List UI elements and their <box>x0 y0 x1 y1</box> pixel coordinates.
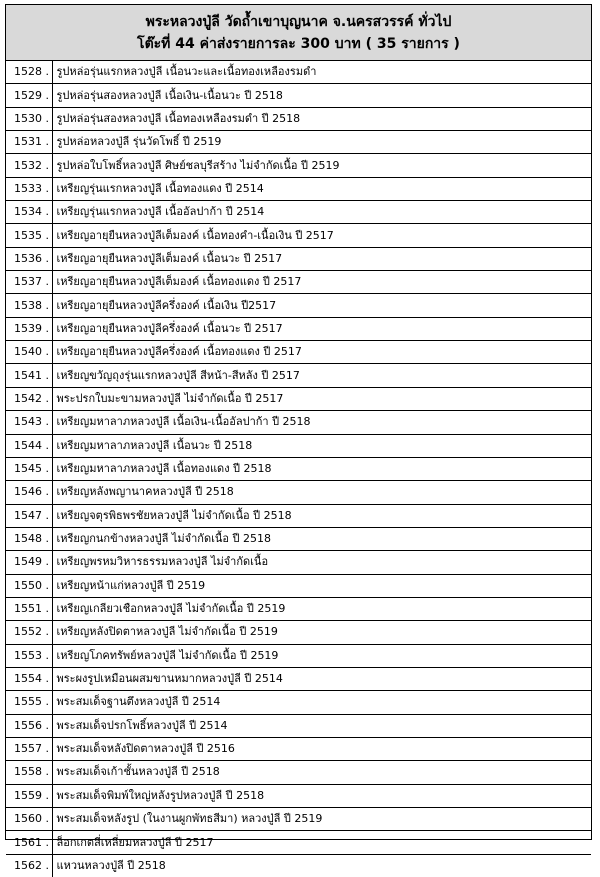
item-number: 1529 . <box>6 84 52 107</box>
item-number: 1534 . <box>6 201 52 224</box>
item-description: เหรียญอายุยืนหลวงปู่ลีครึ่งองค์ เนื้อนวะ ปี 2517 <box>52 317 591 340</box>
table-row <box>6 667 591 690</box>
item-number: 1543 . <box>6 411 52 434</box>
table-row <box>6 714 591 737</box>
table-row <box>6 411 591 434</box>
item-description: เหรียญมหาลาภหลวงปู่ลี เนื้อนวะ ปี 2518 <box>52 434 591 457</box>
table-row <box>6 504 591 527</box>
table-row <box>6 597 591 620</box>
catalog-sheet <box>5 4 592 872</box>
table-row <box>6 551 591 574</box>
item-number: 1532 . <box>6 154 52 177</box>
item-number: 1528 . <box>6 61 52 84</box>
table-row <box>6 224 591 247</box>
table-row <box>6 341 591 364</box>
item-description: เหรียญมหาลาภหลวงปู่ลี เนื้อทองแดง ปี 2518 <box>52 457 591 480</box>
table-row <box>6 831 591 854</box>
item-number: 1540 . <box>6 341 52 364</box>
table-row <box>6 387 591 410</box>
item-number: 1556 . <box>6 714 52 737</box>
item-description: พระสมเด็จหลังปิดตาหลวงปู่ลี ปี 2516 <box>52 737 591 760</box>
item-number: 1538 . <box>6 294 52 317</box>
item-number: 1555 . <box>6 691 52 714</box>
item-description: เหรียญอายุยืนหลวงปู่ลีเต็มองค์ เนื้อนวะ ปี 2517 <box>52 247 591 270</box>
item-number: 1544 . <box>6 434 52 457</box>
table-row <box>6 784 591 807</box>
item-number: 1553 . <box>6 644 52 667</box>
table-row <box>6 177 591 200</box>
item-description: เหรียญรุ่นแรกหลวงปู่ลี เนื้ออัลปาก้า ปี 2514 <box>52 201 591 224</box>
item-number: 1557 . <box>6 737 52 760</box>
table-row <box>6 84 591 107</box>
item-number: 1542 . <box>6 387 52 410</box>
item-number: 1561 . <box>6 831 52 854</box>
item-number: 1536 . <box>6 247 52 270</box>
table-row <box>6 527 591 550</box>
item-number: 1537 . <box>6 271 52 294</box>
table-row <box>6 644 591 667</box>
item-description: ล็อกเกตสี่เหลี่ยมหลวงปู่ลี ปี 2517 <box>52 831 591 854</box>
table-row <box>6 621 591 644</box>
item-number: 1562 . <box>6 854 52 877</box>
item-description: เหรียญอายุยืนหลวงปู่ลีครึ่งองค์ เนื้อเงิน ปี2517 <box>52 294 591 317</box>
item-description: เหรียญขวัญถุงรุ่นแรกหลวงปู่ลี สีหน้า-สีหลัง ปี 2517 <box>52 364 591 387</box>
table-row <box>6 364 591 387</box>
table-row <box>6 854 591 877</box>
table-row <box>6 317 591 340</box>
item-number: 1551 . <box>6 597 52 620</box>
item-number: 1560 . <box>6 808 52 831</box>
catalog-title: พระหลวงปู่ลี วัดถ้ำเขาบุญนาค จ.นครสวรรค์ ทั่วไป <box>145 14 452 30</box>
item-description: รูปหล่อรุ่นสองหลวงปู่ลี เนื้อทองเหลืองรมดำ ปี 2518 <box>52 107 591 130</box>
item-number: 1550 . <box>6 574 52 597</box>
item-description: รูปหล่อรุ่นแรกหลวงปู่ลี เนื้อนวะและเนื้อทองเหลืองรมดำ <box>52 61 591 84</box>
table-row <box>6 201 591 224</box>
item-number: 1552 . <box>6 621 52 644</box>
item-number: 1548 . <box>6 527 52 550</box>
table-row <box>6 574 591 597</box>
item-description: รูปหล่อรุ่นสองหลวงปู่ลี เนื้อเงิน-เนื้อนวะ ปี 2518 <box>52 84 591 107</box>
item-number: 1541 . <box>6 364 52 387</box>
table-row <box>6 691 591 714</box>
item-number: 1546 . <box>6 481 52 504</box>
item-number: 1559 . <box>6 784 52 807</box>
table-row <box>6 107 591 130</box>
item-description: เหรียญอายุยืนหลวงปู่ลีเต็มองค์ เนื้อทองแดง ปี 2517 <box>52 271 591 294</box>
table-row <box>6 761 591 784</box>
catalog-subtitle: โต๊ะที่ 44 ค่าส่งรายการละ 300 บาท ( 35 รายการ ) <box>137 36 460 52</box>
item-description: เหรียญหน้าแก่หลวงปู่ลี ปี 2519 <box>52 574 591 597</box>
item-description: พระสมเด็จพิมพ์ใหญ่หลังรูปหลวงปู่ลี ปี 2518 <box>52 784 591 807</box>
item-description: เหรียญกนกข้างหลวงปู่ลี ไม่จำกัดเนื้อ ปี 2518 <box>52 527 591 550</box>
table-row <box>6 61 591 84</box>
item-description: พระสมเด็จหลังรูป (ในงานผูกพัทธสีมา) หลวงปู่ลี ปี 2519 <box>52 808 591 831</box>
item-description: เหรียญหลังพญานาคหลวงปู่ลี ปี 2518 <box>52 481 591 504</box>
catalog-header <box>6 5 591 61</box>
item-description: แหวนหลวงปู่ลี ปี 2518 <box>56 858 166 872</box>
item-number: 1549 . <box>6 551 52 574</box>
item-number: 1535 . <box>6 224 52 247</box>
item-description: รูปหล่อหลวงปู่ลี รุ่นวัดโพธิ์ ปี 2519 <box>52 131 591 154</box>
item-description: เหรียญเกลียวเชือกหลวงปู่ลี ไม่จำกัดเนื้อ ปี 2519 <box>52 597 591 620</box>
item-description: พระสมเด็จเก้าชั้นหลวงปู่ลี ปี 2518 <box>52 761 591 784</box>
table-row <box>6 481 591 504</box>
item-description: รูปหล่อใบโพธิ์หลวงปู่ลี ศิษย์ชลบุรีสร้าง ไม่จำกัดเนื้อ ปี 2519 <box>52 154 591 177</box>
item-description: เหรียญโภคทรัพย์หลวงปู่ลี ไม่จำกัดเนื้อ ปี 2519 <box>52 644 591 667</box>
table-row <box>6 294 591 317</box>
item-number: 1558 . <box>6 761 52 784</box>
item-table <box>6 61 591 877</box>
item-description: พระปรกใบมะขามหลวงปู่ลี ไม่จำกัดเนื้อ ปี 2517 <box>52 387 591 410</box>
item-description: เหรียญพรหมวิหารธรรมหลวงปู่ลี ไม่จำกัดเนื้อ <box>52 551 591 574</box>
item-number: 1530 . <box>6 107 52 130</box>
item-description: เหรียญหลังปิดตาหลวงปู่ลี ไม่จำกัดเนื้อ ปี 2519 <box>52 621 591 644</box>
item-description: เหรียญอายุยืนหลวงปู่ลีเต็มองค์ เนื้อทองคำ-เนื้อเงิน ปี 2517 <box>52 224 591 247</box>
item-description: เหรียญรุ่นแรกหลวงปู่ลี เนื้อทองแดง ปี 2514 <box>52 177 591 200</box>
table-row <box>6 434 591 457</box>
item-description: พระผงรูปเหมือนผสมขานหมากหลวงปู่ลี ปี 2514 <box>52 667 591 690</box>
table-row <box>6 737 591 760</box>
item-number: 1539 . <box>6 317 52 340</box>
item-number: 1531 . <box>6 131 52 154</box>
table-row <box>6 457 591 480</box>
item-description: เหรียญจตุรพิธพรชัยหลวงปู่ลี ไม่จำกัดเนื้อ ปี 2518 <box>52 504 591 527</box>
table-row <box>6 247 591 270</box>
table-row <box>6 131 591 154</box>
item-description: เหรียญมหาลาภหลวงปู่ลี เนื้อเงิน-เนื้ออัลปาก้า ปี 2518 <box>52 411 591 434</box>
item-number: 1547 . <box>6 504 52 527</box>
table-row <box>6 154 591 177</box>
table-row <box>6 271 591 294</box>
item-number: 1533 . <box>6 177 52 200</box>
item-description: เหรียญอายุยืนหลวงปู่ลีครึ่งองค์ เนื้อทองแดง ปี 2517 <box>52 341 591 364</box>
item-number: 1545 . <box>6 457 52 480</box>
item-number: 1554 . <box>6 667 52 690</box>
table-row <box>6 808 591 831</box>
item-description: พระสมเด็จฐานตึงหลวงปู่ลี ปี 2514 <box>52 691 591 714</box>
item-description: พระสมเด็จปรกโพธิ์หลวงปู่ลี ปี 2514 <box>52 714 591 737</box>
